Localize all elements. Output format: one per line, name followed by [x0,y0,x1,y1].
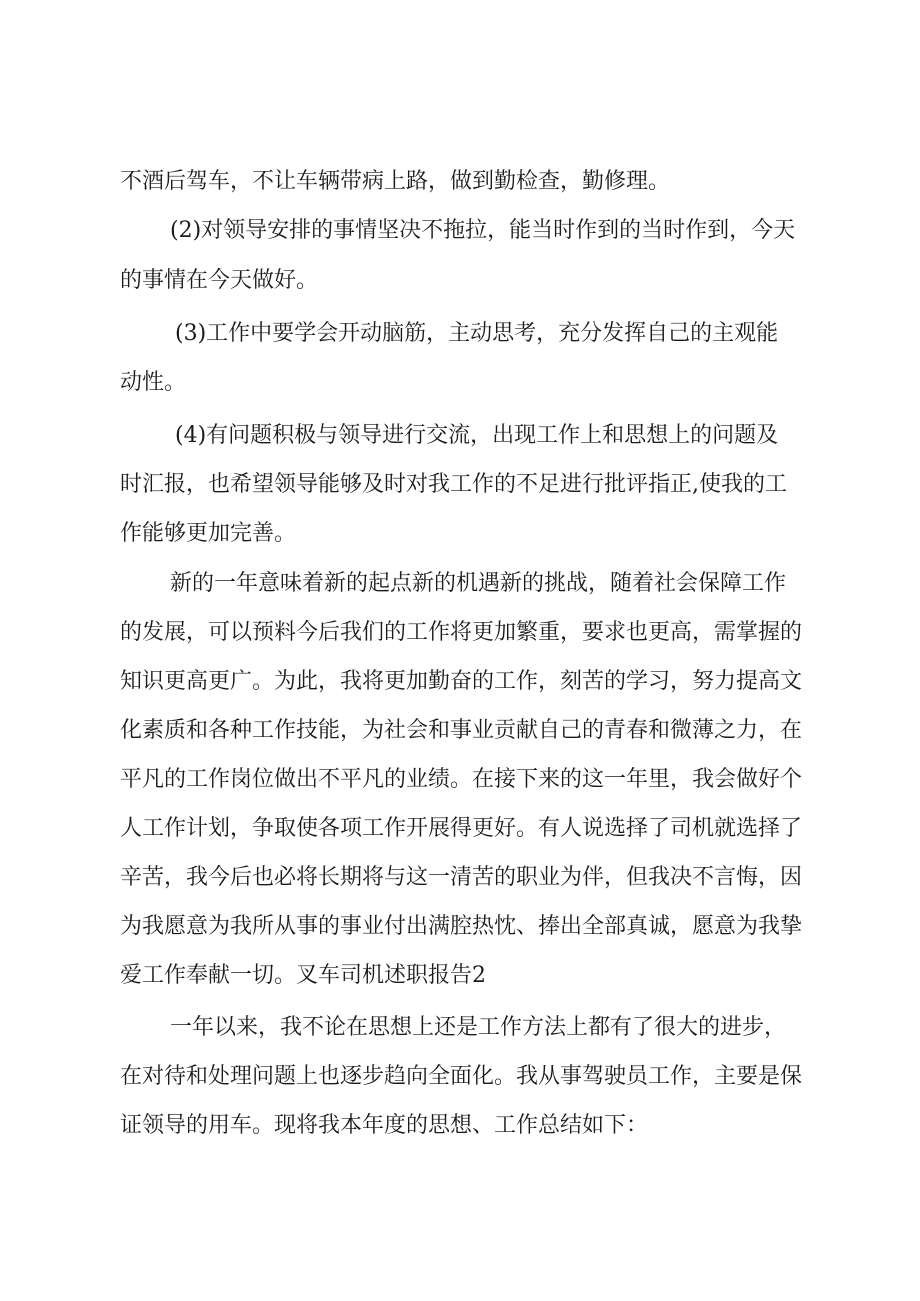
text-line: (4)有问题积极与领导进行交流，出现工作上和思想上的问题及 [175,423,779,448]
text-line: 的事情在今天做好。 [120,268,319,293]
text-line: 时汇报，也希望领导能够及时对我工作的不足进行批评指正,使我的工 [120,472,787,497]
text-line: (2)对领导安排的事情坚决不拖拉，能当时作到的当时作到，今天 [170,218,796,243]
text-line: 在对待和处理问题上也逐步趋向全面化。我从事驾驶员工作，主要是保 [120,1064,803,1089]
text-line: 为我愿意为我所从事的事业付出满腔热忱、捧出全部真诚，愿意为我挚 [120,914,803,939]
text-line: 知识更高更广。为此，我将更加勤奋的工作，刻苦的学习，努力提高文 [120,669,803,694]
text-line: 平凡的工作岗位做出不平凡的业绩。在接下来的这一年里，我会做好个 [120,767,803,792]
text-line: 不酒后驾车，不让车辆带病上路，做到勤检查，勤修理。 [120,169,671,194]
text-line: 人工作计划，争取使各项工作开展得更好。有人说选择了司机就选择了 [120,816,803,841]
text-line: 作能够更加完善。 [120,521,297,546]
text-line: (3)工作中要学会开动脑筋，主动思考，充分发挥自己的主观能 [175,321,779,346]
text-line: 辛苦，我今后也必将长期将与这一清苦的职业为伴，但我决不言悔，因 [120,865,803,890]
text-line: 的发展，可以预料今后我们的工作将更加繁重，要求也更高，需掌握的 [120,620,803,645]
text-line: 新的一年意味着新的起点新的机遇新的挑战，随着社会保障工作 [170,571,787,596]
text-line: 爱工作奉献一切。叉车司机述职报告2 [120,963,486,988]
text-line: 一年以来，我不论在思想上还是工作方法上都有了很大的进步， [170,1015,787,1040]
text-line: 动性。 [120,370,187,395]
text-line: 化素质和各种工作技能，为社会和事业贡献自己的青春和微薄之力，在 [120,718,803,743]
text-line: 证领导的用车。现将我本年度的思想、工作总结如下： [120,1113,649,1138]
